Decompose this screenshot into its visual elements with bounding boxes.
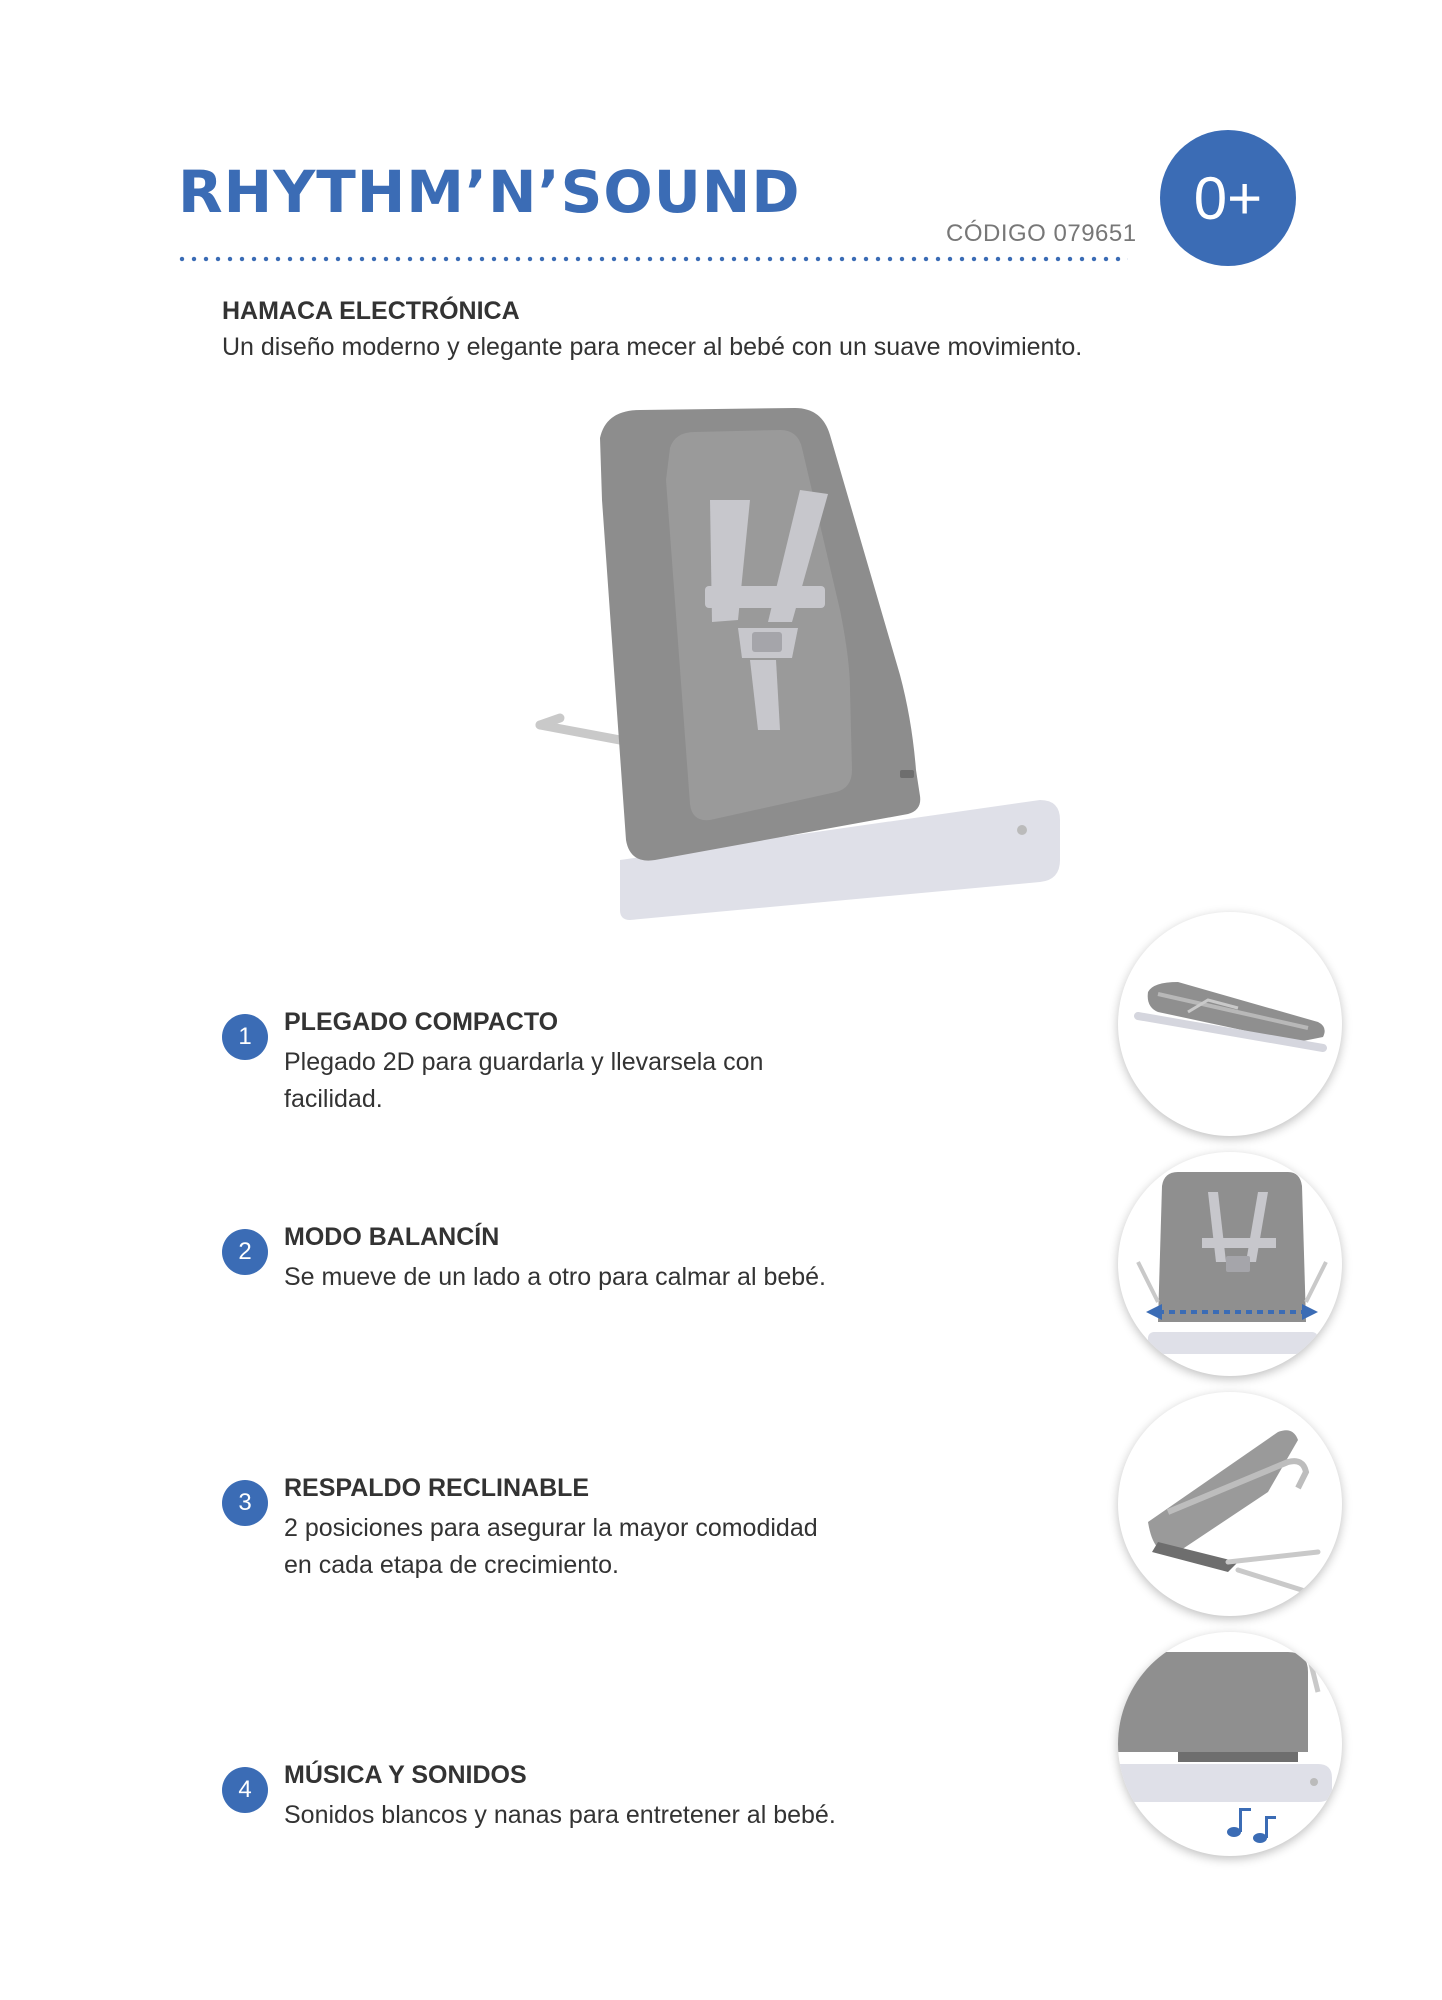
feature-description: Se mueve de un lado a otro para calmar al bebé. (284, 1263, 827, 1291)
bouncer-main-image (480, 390, 1080, 950)
age-badge-label: 0+ (1193, 164, 1263, 232)
feature-number-badge: 4 (222, 1767, 268, 1813)
feature-title: PLEGADO COMPACTO (284, 1008, 559, 1036)
feature-title: MÚSICA Y SONIDOS (284, 1761, 527, 1789)
feature-number-badge: 1 (222, 1014, 268, 1060)
feature-description: Sonidos blancos y nanas para entretener al bebé. (284, 1801, 836, 1829)
product-code: CÓDIGO 079651 (946, 220, 1137, 247)
reclining-backrest-photo (1118, 1392, 1342, 1616)
dotted-divider (176, 256, 1128, 262)
feature-description: 2 posiciones para asegurar la mayor comodidad en cada etapa de crecimiento. (284, 1514, 818, 1579)
rocking-bouncer-photo (1118, 1152, 1342, 1376)
feature-description: Plegado 2D para guardarla y llevarsela con facilidad. (284, 1048, 764, 1113)
folded-bouncer-photo (1118, 912, 1342, 1136)
music-notes-photo (1118, 1632, 1342, 1856)
age-badge (1160, 130, 1296, 266)
feature-number-badge: 2 (222, 1229, 268, 1275)
product-subheading: HAMACA ELECTRÓNICA (222, 297, 520, 325)
product-title: RHYTHM’N’SOUND (178, 158, 801, 226)
feature-title: RESPALDO RECLINABLE (284, 1474, 590, 1502)
feature-number-badge: 3 (222, 1480, 268, 1526)
product-description: Un diseño moderno y elegante para mecer al bebé con un suave movimiento. (222, 333, 1083, 361)
feature-title: MODO BALANCÍN (284, 1223, 500, 1251)
